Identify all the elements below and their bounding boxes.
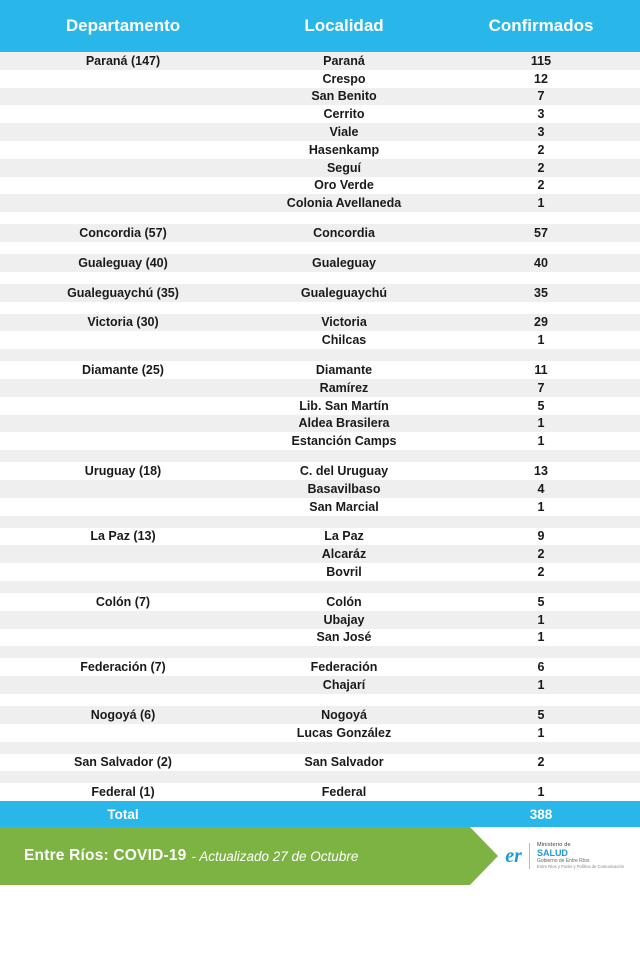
cell-localidad: Federación: [310, 660, 378, 675]
cell-departamento: San Salvador (2): [74, 755, 172, 770]
cell-departamento: Diamante (25): [82, 363, 164, 378]
table-header: [0, 0, 640, 52]
footer: [0, 827, 640, 885]
cell-confirmados: 1: [537, 630, 545, 645]
cell-localidad: Lucas González: [296, 725, 392, 740]
cell-confirmados: 1: [537, 333, 545, 348]
table-row: [0, 498, 640, 516]
cell-confirmados: 5: [537, 398, 545, 413]
table-row: [0, 676, 640, 694]
footer-title: Entre Ríos: COVID-19: [24, 847, 187, 865]
table-row: [0, 194, 640, 212]
cell-departamento: Federación (7): [80, 660, 166, 675]
table-row: [0, 141, 640, 159]
cell-confirmados: 1: [537, 785, 545, 800]
table-row: [0, 224, 640, 242]
cell-confirmados: 2: [537, 565, 545, 580]
cell-localidad: San Benito: [311, 89, 377, 104]
cell-confirmados: 1: [537, 416, 545, 431]
table-row: [0, 593, 640, 611]
table-row: [0, 159, 640, 177]
table-row: [0, 379, 640, 397]
cell-localidad: Colón: [326, 594, 362, 609]
table-row: [0, 783, 640, 801]
cell-localidad: Aldea Brasilera: [298, 416, 390, 431]
cell-confirmados: 2: [537, 547, 545, 562]
table-row: [0, 254, 640, 272]
cell-departamento: Colón (7): [95, 594, 151, 609]
cell-localidad: Chilcas: [321, 333, 367, 348]
cell-departamento: Uruguay (18): [84, 464, 162, 479]
cell-localidad: Ubajay: [323, 612, 365, 627]
table-row: [0, 432, 640, 450]
cell-localidad: Bovril: [326, 565, 362, 580]
cell-confirmados: 3: [537, 125, 545, 140]
cell-localidad: Concordia: [313, 226, 375, 241]
footer-subtitle: - Actualizado 27 de Octubre: [191, 848, 359, 864]
footer-band: [0, 827, 470, 885]
logo-line-2: SALUD: [536, 848, 568, 859]
cell-localidad: Cerrito: [323, 107, 365, 122]
table-row: [0, 105, 640, 123]
table-row: [0, 314, 640, 332]
cell-localidad: San Salvador: [304, 755, 384, 770]
total-row: [0, 801, 640, 827]
cell-departamento: Gualeguay (40): [78, 255, 168, 270]
cell-departamento: La Paz (13): [90, 529, 156, 544]
cell-confirmados: 2: [537, 160, 545, 175]
group-spacer: [0, 694, 640, 706]
table-row: [0, 611, 640, 629]
total-value: 388: [529, 806, 553, 822]
table-row: [0, 177, 640, 195]
cell-localidad: Crespo: [322, 71, 366, 86]
group-spacer: [0, 771, 640, 783]
table-row: [0, 563, 640, 581]
cell-confirmados: 1: [537, 434, 545, 449]
table-row: [0, 361, 640, 379]
cell-localidad: C. del Uruguay: [299, 464, 389, 479]
header-confirmados: Confirmados: [488, 16, 594, 35]
cell-confirmados: 12: [534, 71, 548, 86]
cell-localidad: Oro Verde: [314, 178, 374, 193]
cell-confirmados: 5: [537, 594, 545, 609]
cell-confirmados: 2: [537, 178, 545, 193]
cell-confirmados: 40: [534, 255, 548, 270]
cell-localidad: San José: [316, 630, 372, 645]
cell-localidad: Viale: [329, 125, 359, 140]
cell-confirmados: 7: [537, 380, 545, 395]
group-spacer: [0, 581, 640, 593]
cell-confirmados: 11: [534, 363, 548, 378]
cell-confirmados: 5: [537, 707, 545, 722]
ministry-logo: [505, 835, 624, 877]
cell-confirmados: 29: [534, 315, 548, 330]
table-row: [0, 397, 640, 415]
table-row: [0, 52, 640, 70]
table-row: [0, 284, 640, 302]
cell-localidad: Diamante: [315, 363, 373, 378]
cell-localidad: Paraná: [323, 53, 365, 68]
cell-confirmados: 1: [537, 725, 545, 740]
cell-confirmados: 3: [537, 107, 545, 122]
cell-localidad: Chajarí: [322, 678, 366, 692]
cell-confirmados: 35: [534, 285, 548, 300]
cell-localidad: Lib. San Martín: [299, 398, 389, 413]
logo-line-3: Gobierno de Entre Ríos: [536, 857, 590, 864]
cell-confirmados: 1: [537, 196, 545, 211]
table-row: [0, 528, 640, 546]
table-row: [0, 706, 640, 724]
cell-localidad: Federal: [321, 785, 367, 800]
total-label: Total: [107, 806, 139, 822]
cell-departamento: Paraná (147): [85, 53, 161, 68]
logo-line-4: Entre Ríos y Poder y Política de Comunicación: [536, 864, 624, 870]
cell-confirmados: 9: [537, 529, 545, 544]
cell-localidad: San Marcial: [309, 499, 379, 514]
group-spacer: [0, 272, 640, 284]
cell-departamento: Nogoyá (6): [90, 707, 156, 722]
cell-localidad: Gualeguaychú: [300, 285, 388, 300]
table-row: [0, 462, 640, 480]
header-departamento: Departamento: [65, 16, 181, 35]
cell-confirmados: 57: [534, 226, 548, 241]
cell-confirmados: 1: [537, 612, 545, 627]
cell-localidad: Seguí: [326, 160, 362, 175]
group-spacer: [0, 646, 640, 658]
group-spacer: [0, 302, 640, 314]
table-row: [0, 70, 640, 88]
cell-localidad: Colonia Avellaneda: [286, 196, 402, 211]
logo-divider: [529, 843, 530, 869]
cell-localidad: Victoria: [321, 315, 367, 330]
group-spacer: [0, 349, 640, 361]
group-spacer: [0, 516, 640, 528]
cell-confirmados: 7: [537, 89, 545, 104]
cell-departamento: Gualeguaychú (35): [67, 285, 179, 300]
group-spacer: [0, 242, 640, 254]
table-row: [0, 724, 640, 742]
table-row: [0, 415, 640, 433]
table-row: [0, 331, 640, 349]
table-row: [0, 480, 640, 498]
cell-localidad: Nogoyá: [321, 707, 367, 722]
cell-localidad: Gualeguay: [312, 255, 376, 270]
cell-localidad: Estanción Camps: [291, 434, 397, 449]
cell-confirmados: 4: [537, 481, 545, 496]
cell-localidad: La Paz: [324, 529, 364, 544]
cell-departamento: Federal (1): [91, 785, 155, 800]
table-row: [0, 545, 640, 563]
table-row: [0, 629, 640, 647]
cell-localidad: Hasenkamp: [308, 142, 380, 157]
cell-confirmados: 6: [537, 660, 545, 675]
group-spacer: [0, 450, 640, 462]
table-row: [0, 658, 640, 676]
entre-rios-mark-icon: er: [505, 845, 522, 868]
cell-departamento: Victoria (30): [87, 315, 159, 330]
table-row: [0, 754, 640, 772]
group-spacer: [0, 742, 640, 754]
group-spacer: [0, 212, 640, 224]
cell-localidad: Alcaráz: [321, 547, 367, 562]
cell-confirmados: 1: [537, 499, 545, 514]
logo-line-1: Ministerio de: [536, 841, 571, 848]
table-row: [0, 123, 640, 141]
cell-confirmados: 13: [534, 464, 548, 479]
cell-confirmados: 1: [537, 678, 545, 692]
cell-confirmados: 2: [537, 755, 545, 770]
logo-text-block: [537, 842, 624, 870]
cell-confirmados: 115: [530, 53, 552, 68]
cell-localidad: Basavilbaso: [307, 481, 381, 496]
cell-localidad: Ramírez: [319, 380, 369, 395]
header-localidad: Localidad: [304, 16, 384, 35]
table-row: [0, 88, 640, 106]
table-body: [0, 52, 640, 801]
cell-departamento: Concordia (57): [79, 226, 167, 241]
cell-confirmados: 2: [537, 142, 545, 157]
